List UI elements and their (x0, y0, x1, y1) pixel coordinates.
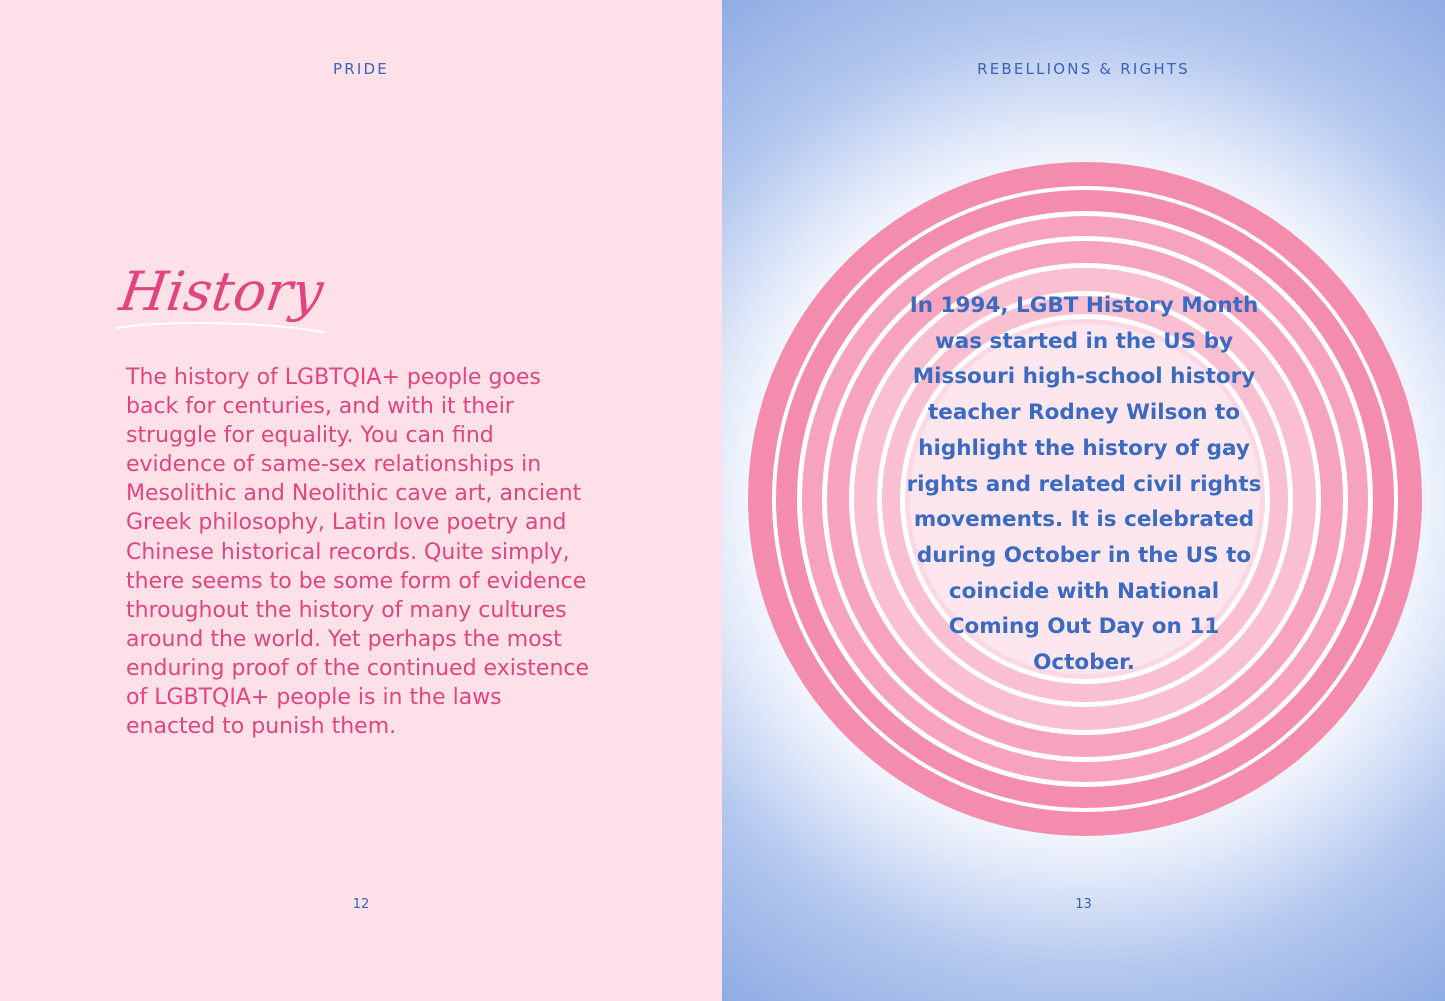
right-page (722, 0, 1445, 1001)
page-number-left: 12 (352, 897, 370, 912)
callout-paragraph: In 1994, LGBT History Month was started in the US by Missouri high-school history teacher Rodney Wilson to highlight the history of gay rights and related civil rights movements. It is celebrated during October in the US to coincide with National Coming Out Day on 11 October. (906, 293, 1262, 676)
history-script-heading (112, 250, 342, 365)
heading-text: History (115, 260, 328, 323)
running-head-right: REBELLIONS & RIGHTS (977, 60, 1190, 78)
body-paragraph: The history of LGBTQIA+ people goes back for centuries, and with it their struggle for equality. You can find evidence of same-sex relationships in Mesolithic and Neolithic cave art, ancient Greek philosophy, Latin love poetry and Chinese historical records. Quite simply, there seems to be some form of evidence throughout the history of many cultures around the world. Yet perhaps the most enduring proof of the continued existence of LGBTQIA+ people is in the laws enacted to punish them. (126, 365, 590, 740)
running-head-left: PRIDE (333, 60, 389, 78)
left-page (0, 0, 722, 1001)
page-number-right: 13 (1075, 897, 1092, 912)
heading-underline-stroke (116, 323, 324, 332)
body-text (126, 363, 596, 741)
callout-text (904, 288, 1264, 681)
